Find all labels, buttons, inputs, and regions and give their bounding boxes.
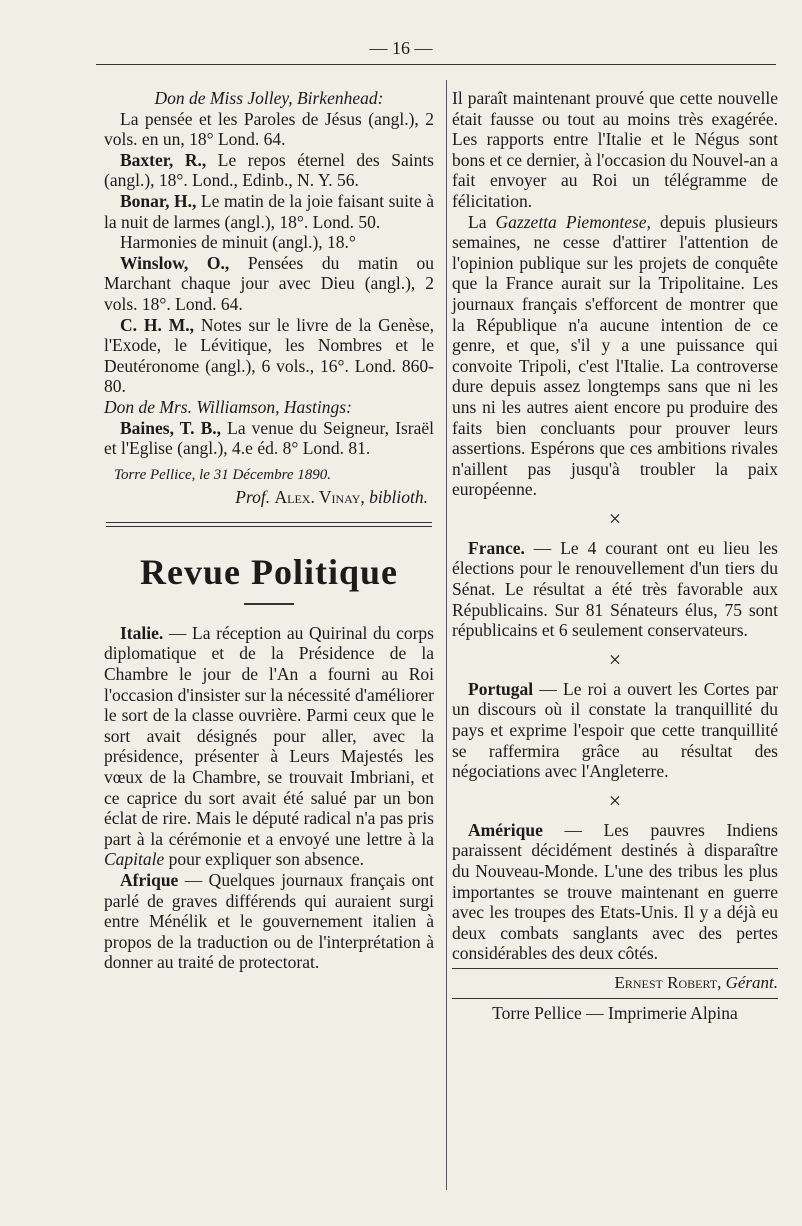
country-label: Amérique	[468, 819, 543, 840]
country-label: Portugal	[468, 678, 534, 699]
signature: Prof. Alex. Vinay, biblioth.	[235, 487, 428, 508]
dateline: Torre Pellice, le 31 Décembre 1890.	[114, 466, 332, 483]
article-afrique: Afrique — Quelques journaux français ont parlé de graves différends qui auraient surgi entre Ménélik et le gouvernement italien à propos de la traduction ou de l'interprétation à donner au traité de protectorat.	[104, 870, 434, 973]
footer-rule	[452, 998, 778, 999]
article-gazzetta: La Gazzetta Piemontese, depuis plusieurs semaines, ne cesse d'attirer l'attention de l'opinion publique sur les projets de conquête que la France aurait sur la Tripolitaine. Les journaux français s'efforcent de montrer que la République n'a aucune intention de ce genre, et que, s'il y a une puissance qui convoite Tripoli, c'est l'Italie. La controverse dure depuis assez longtemps sans que ni les uns ni les autres aient encore pu produire des faits bien concluants pour prouver leurs assertions. Espérons que ces ambitions rivales n'aillent pas jusqu'à troubler la paix européenne.	[452, 211, 778, 500]
cross-divider-icon: ×	[608, 787, 622, 813]
section-rule	[106, 526, 432, 527]
book-entry: Baines, T. B., La venue du Seigneur, Israël et l'Eglise (angl.), 4.e éd. 8° Lond. 81.	[104, 417, 434, 459]
right-column	[452, 88, 778, 1023]
book-entry: Winslow, O., Pensées du matin ou Marchant chaque jour avec Dieu (angl.), 2 vols. 18°. Lond. 64.	[104, 252, 434, 314]
book-entry: C. H. M., Notes sur le livre de la Genèse, l'Exode, le Lévitique, les Nombres et le Deutéronome (angl.), 6 vols., 16°. Lond. 860-80.	[104, 314, 434, 397]
book-entry: La pensée et les Paroles de Jésus (angl.), 2 vols. en un, 18° Lond. 64.	[104, 108, 434, 150]
country-label: Italie.	[120, 622, 164, 643]
left-column	[104, 88, 434, 973]
title-underline	[244, 603, 294, 605]
article-afrique-continued: Il paraît maintenant prouvé que cette nouvelle était fausse ou tout au moins très exagérée. Les rapports entre l'Italie et le Négus sont bons et ce dernier, à l'occasion du Nouvel-an a fait envoyer au Roi un télégramme de félicitation.	[452, 88, 778, 211]
column-divider	[446, 80, 447, 1190]
cross-divider-icon: ×	[608, 505, 622, 531]
section-title: Revue Politique	[140, 551, 398, 592]
printer-line: Torre Pellice — Imprimerie Alpina	[492, 1002, 738, 1023]
article-france: France. — Le 4 courant ont eu lieu les élections pour le renouvellement d'un tiers du Sénat. Le résultat a été très favorable aux Républicains. Sur 81 Sénateurs élus, 75 sont républicains et 6 seulement conservateurs.	[452, 537, 778, 641]
author-name: C. H. M.,	[120, 314, 194, 335]
book-entry: Baxter, R., Le repos éternel des Saints (angl.), 18°. Lond., Edinb., N. Y. 56.	[104, 149, 434, 191]
top-rule	[96, 64, 776, 65]
gerant-line: Ernest Robert, Gérant.	[614, 972, 778, 992]
footer-rule	[452, 968, 778, 969]
section-rule	[106, 522, 432, 523]
country-label: Afrique	[120, 870, 179, 890]
author-name: Baxter, R.,	[120, 149, 207, 170]
book-entry: Bonar, H., Le matin de la joie faisant suite à la nuit de larmes (angl.), 18°. Lond. 50.	[104, 190, 434, 232]
country-label: France.	[468, 537, 525, 558]
author-name: Winslow, O.,	[120, 252, 230, 273]
author-name: Baines, T. B.,	[120, 417, 222, 438]
page-number: — 16 —	[369, 38, 433, 58]
cross-divider-icon: ×	[608, 646, 622, 672]
article-italie: Italie. — La réception au Quirinal du corps diplomatique et de la Présidence de la Chambre le jour de l'An a fourni au Roi l'occasion d'insister sur la nécessité d'améliorer le sort de la classe ouvrière. Parmi ceux que le sort avait désignés pour aller, avec la présidence, présenter à Leurs Majestés les vœux de la Chambre, se trouvait Imbriani, et ce caprice du sort avait été salué par un bon éclat de rire. Mais le député radical n'a pas pris part à la cérémonie et a envoyé une lettre à la Capitale pour expliquer son absence.	[104, 622, 434, 870]
donation-intro-williamson: Don de Mrs. Williamson, Hastings:	[104, 396, 352, 417]
article-amerique: Amérique — Les pauvres Indiens paraissent décidément destinés à disparaître du Nouveau-Monde. L'une des tribus les plus importantes se trouve maintenant en guerre avec les troupes des Etats-Unis. Il y a déjà eu deux combats sanglants avec des pertes considérables des deux côtés.	[452, 819, 778, 964]
author-name: Bonar, H.,	[120, 190, 197, 211]
book-entry: Harmonies de minuit (angl.), 18.°	[120, 232, 356, 253]
article-portugal: Portugal — Le roi a ouvert les Cortes par un discours où il constate la tranquillité du pays et exprime l'espoir que cette tranquillité se raffermira grâce au résultat des négociations avec l'Angleterre.	[452, 678, 778, 782]
donation-intro-jolley: Don de Miss Jolley, Birkenhead:	[154, 88, 384, 108]
